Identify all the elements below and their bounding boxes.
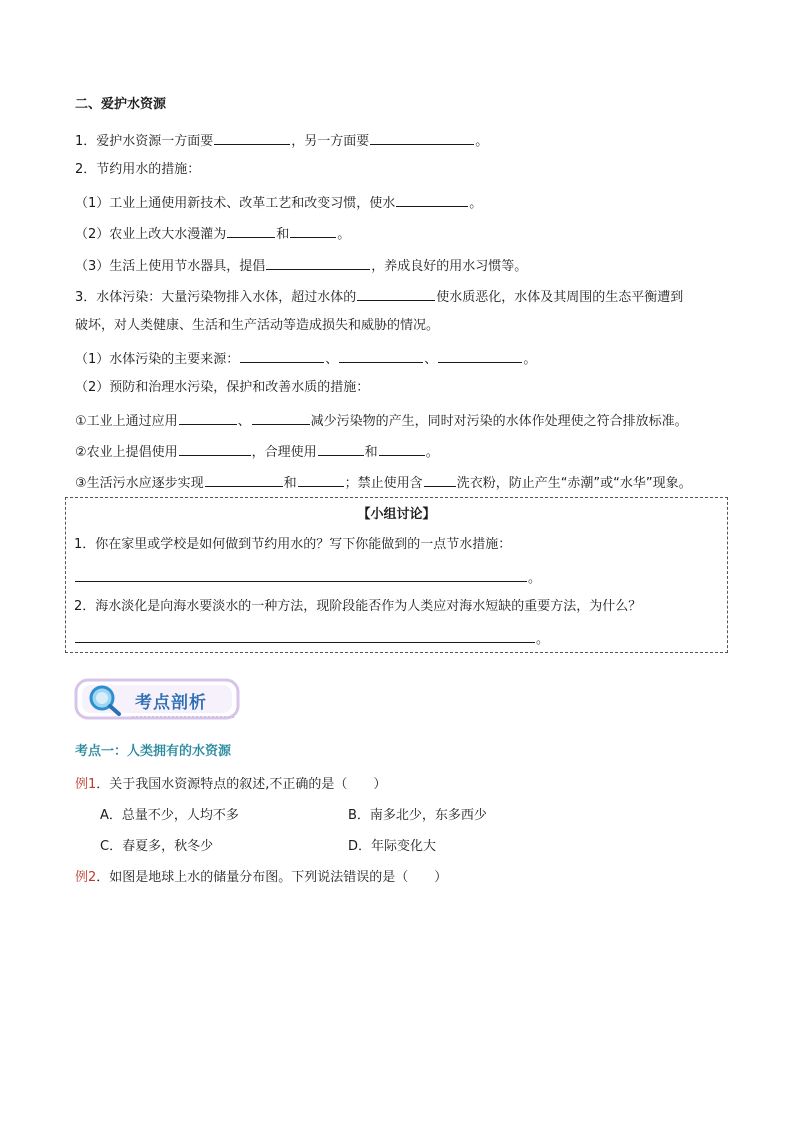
answer-line[interactable]	[75, 568, 527, 582]
item-3-2: （2）预防和治理水污染，保护和改善水质的措施：	[75, 380, 370, 395]
option-b[interactable]: B．南多北少，东多西少	[348, 808, 487, 823]
measure-2: ②农业上提倡使用 ，合理使用 和 。	[75, 442, 439, 461]
example-number: 例2	[75, 870, 97, 885]
badge-label: 考点剖析	[135, 693, 207, 713]
item-2-1: （1）工业上通使用新技术、改革工艺和改变习惯，使水 。	[75, 193, 482, 212]
answer-blank[interactable]	[318, 442, 364, 456]
kaodian-badge	[74, 677, 242, 723]
item-3-line-2: 破坏，对人类健康、生活和生产活动等造成损失和威胁的情况。	[75, 318, 440, 333]
answer-blank[interactable]	[438, 349, 522, 363]
measure-3: ③生活污水应逐步实现 和 ；禁止使用含 洗衣粉，防止产生“赤潮”或“水华”现象。	[75, 473, 692, 492]
discussion-answer-2: 。	[74, 629, 549, 648]
answer-blank[interactable]	[339, 349, 423, 363]
option-c[interactable]: C．春夏多，秋冬少	[100, 839, 214, 854]
discussion-box	[65, 497, 728, 653]
answer-blank[interactable]	[266, 256, 370, 270]
answer-blank[interactable]	[357, 287, 435, 301]
example-number: 例1	[75, 777, 97, 792]
option-a[interactable]: A．总量不少，人均不多	[100, 808, 239, 823]
discussion-question-1: 1．你在家里或学校是如何做到节约用水的？写下你能做到的一点节水措施：	[74, 537, 512, 552]
answer-blank[interactable]	[370, 131, 474, 145]
answer-blank[interactable]	[214, 131, 290, 145]
magnifier-icon	[88, 684, 122, 716]
answer-blank[interactable]	[424, 473, 456, 487]
answer-blank[interactable]	[379, 442, 425, 456]
item-1: 1．爱护水资源一方面要 ，另一方面要 。	[75, 131, 488, 150]
answer-blank[interactable]	[227, 224, 275, 238]
example-1: 例1．关于我国水资源特点的叙述,不正确的是（ ）	[75, 777, 387, 792]
answer-line[interactable]	[75, 629, 535, 643]
answer-blank[interactable]	[298, 473, 344, 487]
discussion-title: 【小组讨论】	[357, 507, 436, 522]
item-2-3: （3）生活上使用节水器具，提倡 ，养成良好的用水习惯等。	[75, 256, 527, 275]
item-2: 2．节约用水的措施：	[75, 162, 201, 177]
item-3-1: （1）水体污染的主要来源： 、 、 。	[75, 349, 536, 368]
item-2-2: （2）农业上改大水漫灌为 和 。	[75, 224, 350, 243]
discussion-answer-1: 。	[74, 568, 541, 587]
answer-blank[interactable]	[179, 411, 237, 425]
item-3-line-1: 3．水体污染：大量污染物排入水体，超过水体的 使水质恶化，水体及其周围的生态平衡遭到	[75, 287, 683, 306]
answer-blank[interactable]	[396, 193, 468, 207]
answer-blank[interactable]	[179, 442, 251, 456]
answer-blank[interactable]	[252, 411, 310, 425]
section-heading: 二、爱护水资源	[75, 97, 167, 112]
discussion-question-2: 2．海水淡化是向海水要淡水的一种方法，现阶段能否作为人类应对海水短缺的重要方法，为什么？	[74, 599, 642, 614]
answer-blank[interactable]	[240, 349, 324, 363]
kaodian-title: 考点一：人类拥有的水资源	[75, 744, 232, 759]
example-2: 例2．如图是地球上水的储量分布图。下列说法错误的是（ ）	[75, 870, 448, 885]
option-d[interactable]: D．年际变化大	[348, 839, 437, 854]
answer-blank[interactable]	[205, 473, 283, 487]
answer-blank[interactable]	[290, 224, 336, 238]
measure-1: ①工业上通过应用 、 减少污染物的产生，同时对污染的水体作处理使之符合排放标准。	[75, 411, 688, 430]
